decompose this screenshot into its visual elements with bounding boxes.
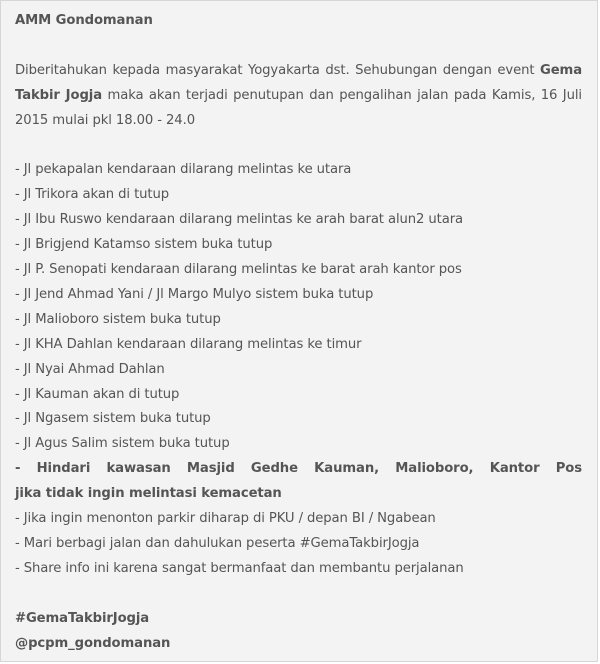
hashtag-link[interactable]: #GemaTakbirJogja	[15, 610, 150, 626]
list-item: - Jl pekapalan kendaraan dilarang melintas ke utara	[15, 162, 352, 178]
spacer	[15, 582, 582, 607]
warning-prefix: -	[15, 461, 37, 477]
intro-text-2: maka akan terjadi penutupan dan pengalihan jalan pada Kamis, 16 Juli 2015 mulai pkl 18.00 - 24.0	[15, 87, 582, 128]
list-item: - Jl Brigjend Katamso sistem buka tutup	[15, 237, 273, 253]
intro-paragraph	[15, 59, 582, 134]
list-item: - Jl KHA Dahlan kendaraan dilarang melintas ke timur	[15, 336, 362, 352]
list-item: - Jika ingin menonton parkir diharap di PKU / depan BI / Ngabean	[15, 511, 436, 527]
list-item: - Share info ini karena sangat bermanfaat dan membantu perjalanan	[15, 560, 464, 576]
list-item: - Jl Ibu Ruswo kendaraan dilarang melintas ke arah barat alun2 utara	[15, 212, 464, 228]
list-item: - Jl P. Senopati kendaraan dilarang melintas ke barat arah kantor pos	[15, 262, 462, 278]
post-author[interactable]: AMM Gondomanan	[15, 13, 153, 28]
list-item: - Jl Malioboro sistem buka tutup	[15, 311, 221, 327]
warning-line-1	[15, 457, 582, 482]
warning-text-1: Hindari kawasan Masjid Gedhe Kauman, Malioboro, Kantor Pos	[36, 461, 582, 477]
list-item: - Jl Jend Ahmad Yani / Jl Margo Mulyo sistem buka tutup	[15, 286, 374, 302]
list-item: - Jl Trikora akan di tutup	[15, 187, 169, 203]
list-item: - Jl Nyai Ahmad Dahlan	[15, 361, 165, 377]
intro-text-1: Diberitahukan kepada masyarakat Yogyakarta dst. Sehubungan dengan event	[15, 62, 540, 78]
spacer	[15, 134, 582, 159]
user-handle-link[interactable]: @pcpm_gondomanan	[15, 635, 171, 651]
event-name: Gema Takbir Jogja	[15, 62, 582, 103]
list-item: - Jl Agus Salim sistem buka tutup	[15, 436, 230, 452]
list-item: - Mari berbagi jalan dan dahulukan peserta #GemaTakbirJogja	[15, 536, 420, 551]
road-closure-list	[15, 158, 582, 457]
post-content	[15, 9, 582, 657]
list-item: - Jl Kauman akan di tutup	[15, 386, 180, 402]
spacer	[15, 34, 582, 59]
notes-list	[15, 507, 582, 582]
warning-line-2: jika tidak ingin melintasi kemacetan	[15, 486, 282, 502]
warning-item	[15, 457, 582, 507]
list-item: - Jl Ngasem sistem buka tutup	[15, 411, 211, 427]
